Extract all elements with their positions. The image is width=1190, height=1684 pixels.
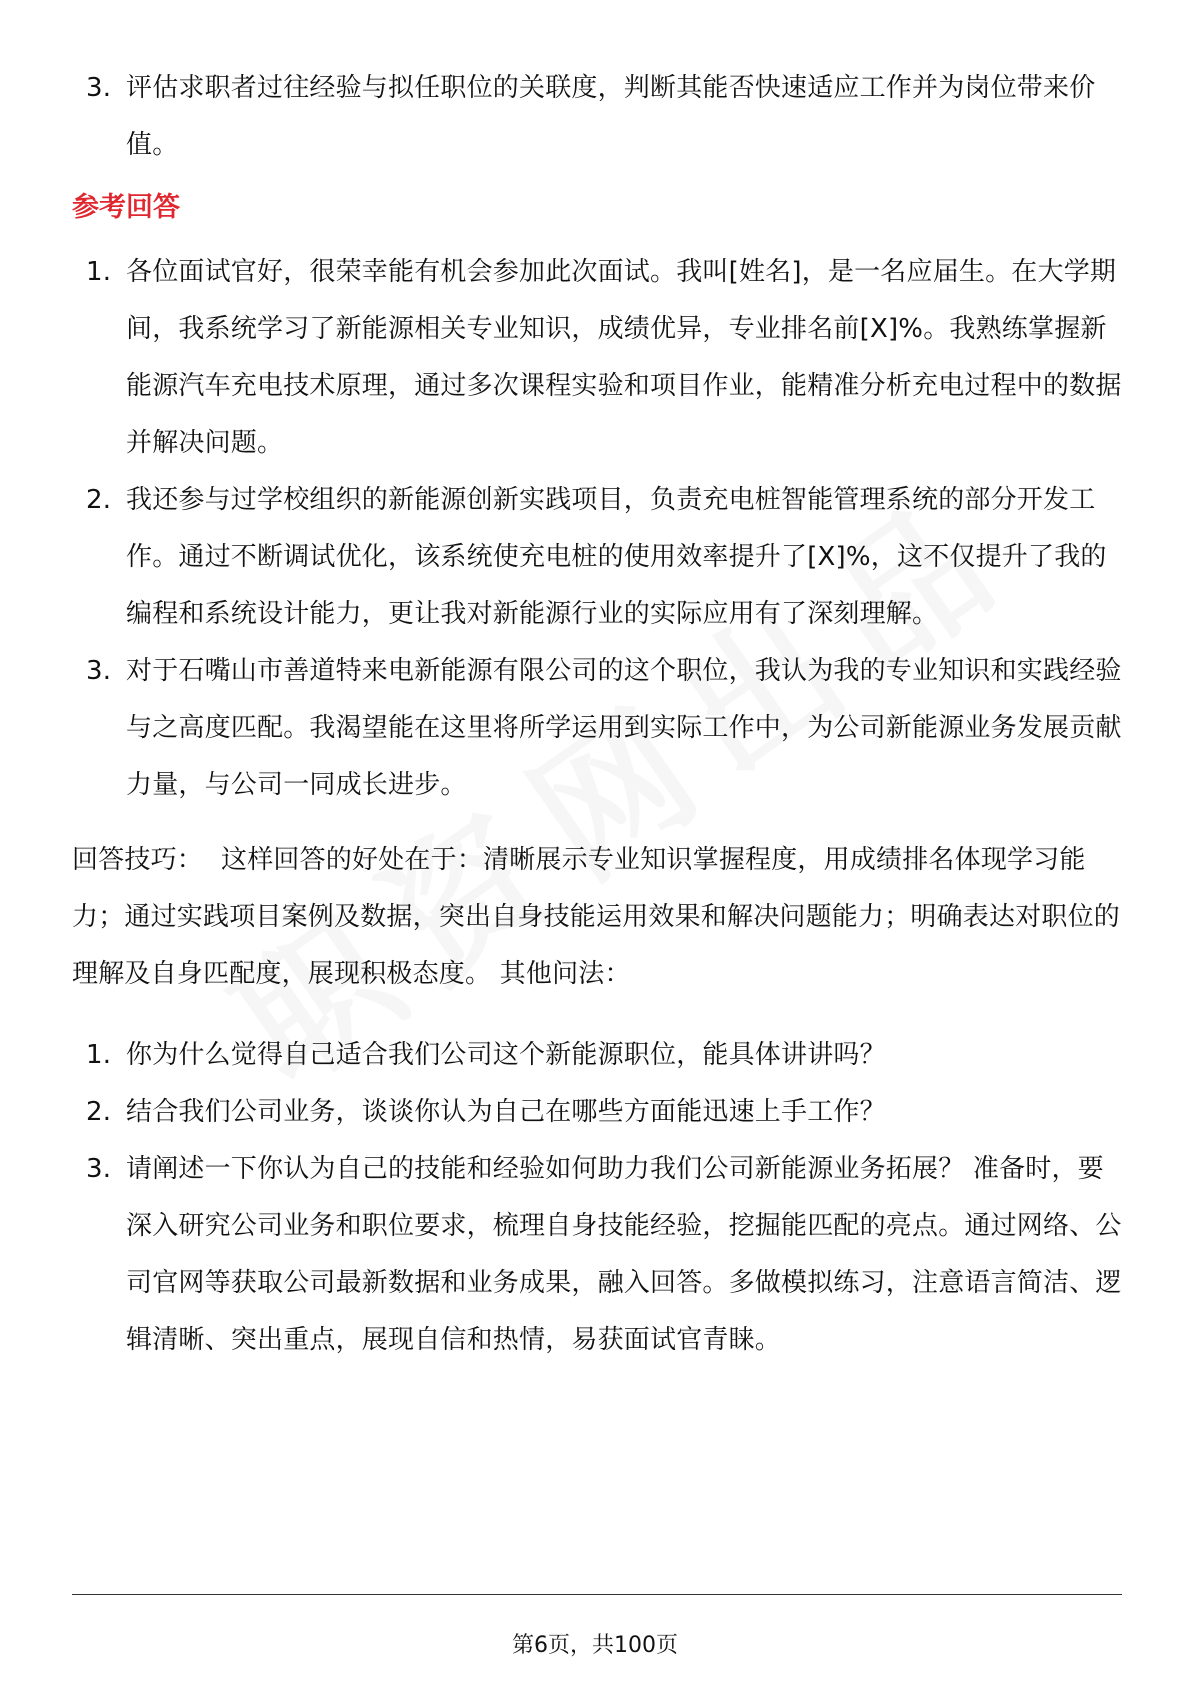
page-content <box>72 60 1122 1369</box>
list-item <box>72 1027 1122 1084</box>
evaluation-list <box>72 60 1122 174</box>
list-item <box>72 472 1122 643</box>
list-number: 2. <box>86 485 112 515</box>
list-item <box>72 60 1122 174</box>
list-text: 对于石嘴山市善道特来电新能源有限公司的这个职位，我认为我的专业知识和实践经验与之高度匹配。我渴望能在这里将所学运用到实际工作中，为公司新能源业务发展贡献力量，与公司一同成长进步。 <box>126 656 1122 800</box>
list-number: 1. <box>86 1040 112 1070</box>
list-text: 结合我们公司业务，谈谈你认为自己在哪些方面能迅速上手工作？ <box>126 1097 886 1127</box>
list-text: 评估求职者过往经验与拟任职位的关联度，判断其能否快速适应工作并为岗位带来价值。 <box>126 73 1096 160</box>
answer-list <box>72 244 1122 814</box>
footer-divider <box>72 1594 1122 1595</box>
list-text: 你为什么觉得自己适合我们公司这个新能源职位，能具体讲讲吗？ <box>126 1040 886 1070</box>
list-text: 各位面试官好，很荣幸能有机会参加此次面试。我叫[姓名]，是一名应届生。在大学期间，我系统学习了新能源相关专业知识，成绩优异，专业排名前[X]%。我熟练掌握新能源汽车充电技术原理，通过多次课程实验和项目作业，能精准分析充电过程中的数据并解决问题。 <box>126 257 1122 458</box>
list-number: 2. <box>86 1097 112 1127</box>
page-number: 第6页，共100页 <box>512 1633 678 1658</box>
list-number: 3. <box>86 73 112 103</box>
other-questions-list <box>72 1027 1122 1369</box>
list-text: 我还参与过学校组织的新能源创新实践项目，负责充电桩智能管理系统的部分开发工作。通过不断调试优化，该系统使充电桩的使用效率提升了[X]%，这不仅提升了我的编程和系统设计能力，更让我对新能源行业的实际应用有了深刻理解。 <box>126 485 1107 629</box>
list-number: 3. <box>86 656 112 686</box>
list-item <box>72 1084 1122 1141</box>
list-item <box>72 244 1122 472</box>
list-text: 请阐述一下你认为自己的技能和经验如何助力我们公司新能源业务拓展？ 准备时，要深入研究公司业务和职位要求，梳理自身技能经验，挖掘能匹配的亮点。通过网络、公司官网等获取公司最新数据和业务成果，融入回答。多做模拟练习，注意语言简洁、逻辑清晰、突出重点，展现自信和热情，易获面试官青睐。 <box>126 1154 1122 1355</box>
list-number: 3. <box>86 1154 112 1184</box>
list-item <box>72 643 1122 814</box>
answer-section-title: 参考回答 <box>72 192 180 223</box>
answer-tips <box>72 832 1122 1003</box>
list-item <box>72 1141 1122 1369</box>
list-number: 1. <box>86 257 112 287</box>
tips-label: 回答技巧： <box>72 845 204 875</box>
tips-text: 这样回答的好处在于：清晰展示专业知识掌握程度，用成绩排名体现学习能力；通过实践项目案例及数据，突出自身技能运用效果和解决问题能力；明确表达对职位的理解及自身匹配度，展现积极态度。 其他问法： <box>72 845 1121 989</box>
